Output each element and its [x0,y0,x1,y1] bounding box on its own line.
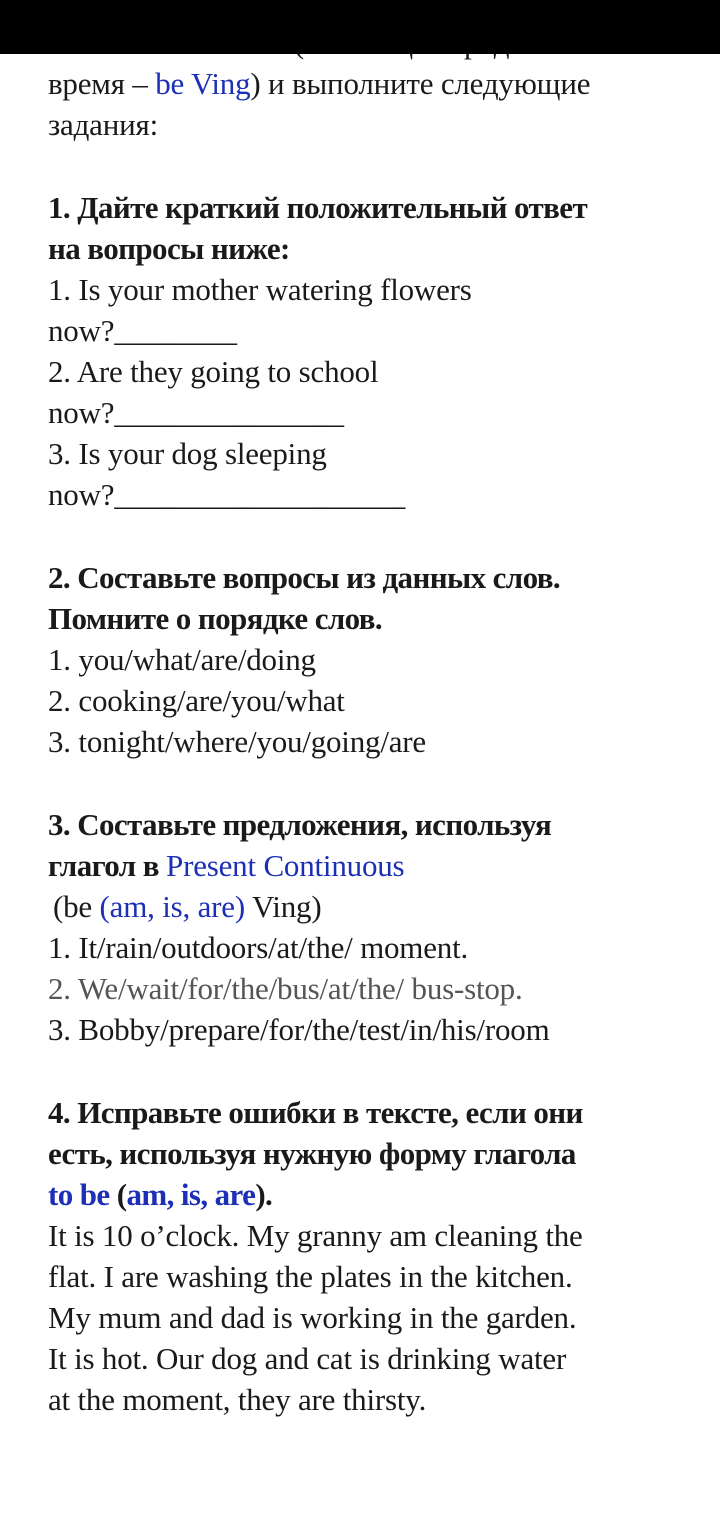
task1-heading-line-1: 1. Дайте краткий положительный ответ [48,190,588,225]
section-gap [48,762,708,804]
task4-text-line-5: at the moment, they are thirsty. [48,1382,427,1417]
task2-heading-line-2: Помните о порядке слов. [48,601,383,636]
task2-heading-line-1: 2. Составьте вопросы из данных слов. [48,560,560,595]
section-gap [48,515,708,557]
task4-heading-line-2: есть, используя нужную форму глагола [48,1136,576,1171]
be-ving-term: be Ving [155,66,251,101]
intro-line-2: время – be Ving) и выполните следующие [48,66,591,101]
task4-heading-line-3: to be (am, is, are). [48,1177,273,1212]
task3-item-1: 1. It/rain/outdoors/at/the/ moment. [48,930,469,965]
task1-item-1-line-2: now?________ [48,313,237,348]
top-bar [0,0,720,54]
section-gap [48,145,708,187]
section-gap [48,1050,708,1092]
task1-heading-line-2: на вопросы ниже: [48,231,290,266]
task3-heading-line-2: глагол в Present Continuous [48,848,405,883]
task1-item-3-line-1: 3. Is your dog sleeping [48,436,327,471]
task2-item-2: 2. cooking/are/you/what [48,683,345,718]
document-body [48,22,708,1420]
task1-item-3-line-2: now?___________________ [48,477,406,512]
task4-text-line-4: It is hot. Our dog and cat is drinking water [48,1341,567,1376]
task4-text-line-3: My mum and dad is working in the garden. [48,1300,577,1335]
task3-heading-line-1: 3. Составьте предложения, используя [48,807,552,842]
task3-item-2: 2. We/wait/for/the/bus/at/the/ bus-stop. [48,971,523,1006]
task4-text-line-1: It is 10 o’clock. My granny am cleaning the [48,1218,583,1253]
present-continuous-term: Present Continuous [166,848,405,883]
task1-item-2-line-2: now?_______________ [48,395,344,430]
task4-text-line-2: flat. I are washing the plates in the kitchen. [48,1259,573,1294]
task3-item-3: 3. Bobby/prepare/for/the/test/in/his/room [48,1012,550,1047]
task1-item-2-line-1: 2. Are they going to school [48,354,379,389]
task1-item-1-line-1: 1. Is your mother watering flowers [48,272,472,307]
task4-heading-line-1: 4. Исправьте ошибки в тексте, если они [48,1095,583,1130]
task2-item-3: 3. tonight/where/you/going/are [48,724,426,759]
task2-item-1: 1. you/what/are/doing [48,642,316,677]
task3-formula: (be (am, is, are) Ving) [53,889,322,924]
intro-line-3: задания: [48,107,158,142]
